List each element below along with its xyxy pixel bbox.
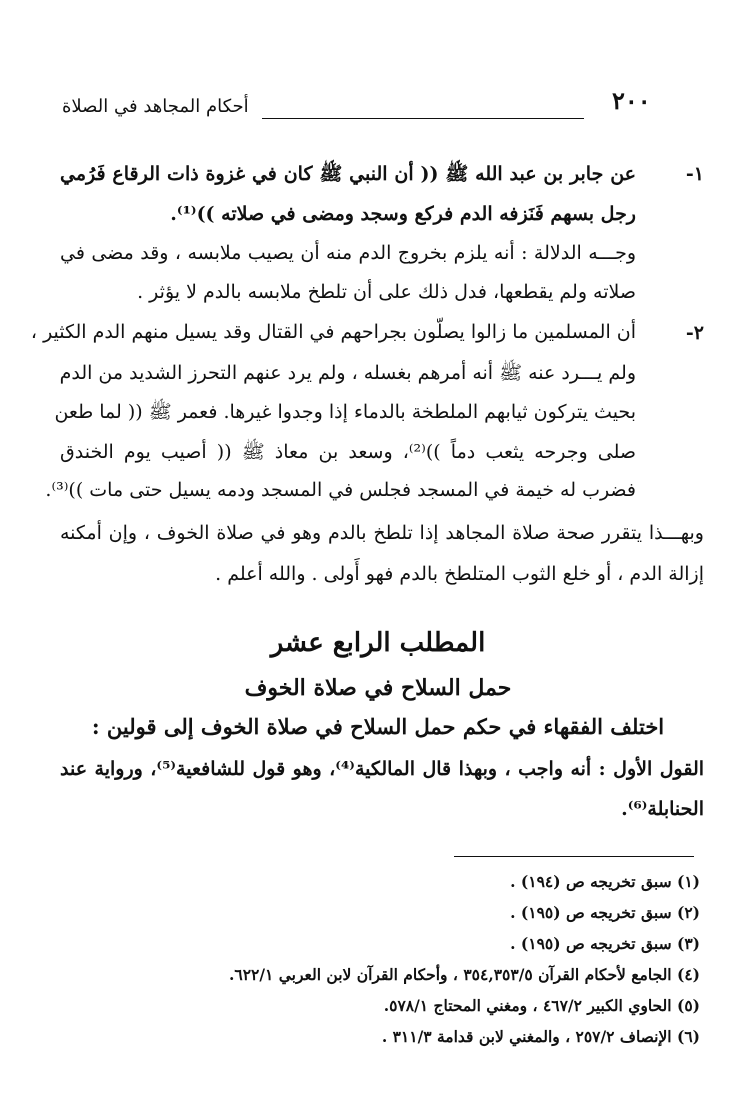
section-subheading: حمل السلاح في صلاة الخوف — [244, 675, 512, 701]
item-1-line-2: رجل بسهم فَنَزفه الدم فركع وسجد ومضى في صلاته ))⁽¹⁾. — [170, 203, 636, 225]
footnote-1: (١) سبق تخريجه ص (١٩٤) . — [510, 872, 700, 891]
page-number: ٢٠٠ — [612, 86, 651, 115]
first-opinion-line-2: الحنابلة⁽⁶⁾. — [621, 798, 704, 820]
section-heading: المطلب الرابع عشر — [270, 628, 486, 658]
header-rule — [262, 118, 584, 119]
footnote-6: (٦) الإنصاف ٢٥٧/٢ ، والمغني لابن قدامة ٣١١/٣ . — [381, 1027, 700, 1046]
footnote-4: (٤) الجامع لأحكام القرآن ٣٥٤,٣٥٣/٥ ، وأحكام القرآن لابن العربي ٦٢٢/١. — [228, 965, 700, 984]
footnote-separator — [454, 856, 694, 857]
item-2-line-4: صلى وجرحه يثعب دماً ))⁽²⁾، وسعد بن معاذ ﷺ (( أصيب يوم الخندق — [60, 441, 636, 463]
first-opinion-line-1: القول الأول : أنه واجب ، وبهذا قال المالكية⁽⁴⁾، وهو قول للشافعية⁽⁵⁾، ورواية عند — [60, 758, 705, 780]
item-2-line-2: ولم يـــرد عنه ﷺ أنه أمرهم بغسله ، ولم يرد عنهم التحرز الشديد من الدم — [59, 362, 636, 384]
running-title: أحكام المجاهد في الصلاة — [62, 96, 249, 117]
item-number-1: ١- — [685, 163, 704, 185]
item-number-2: ٢- — [685, 322, 704, 344]
item-1-line-3: وجـــه الدلالة : أنه يلزم بخروج الدم منه أن يصيب ملابسه ، وقد مضى في — [60, 242, 636, 264]
conclusion-line-1: وبهـــذا يتقرر صحة صلاة المجاهد إذا تلطخ بالدم وهو في صلاة الخوف ، وإن أمكنه — [60, 522, 704, 544]
conclusion-line-2: إزالة الدم ، أو خلع الثوب المتلطخ بالدم فهو أَولى . والله أعلم . — [215, 563, 704, 585]
item-2-line-1: أن المسلمين ما زالوا يصلّون بجراحهم في القتال وقد يسيل منهم الدم الكثير ، — [30, 321, 636, 343]
item-2-line-3: بحيث يتركون ثيابهم الملطخة بالدماء إذا وجدوا غيرها. فعمر ﷺ (( لما طعن — [54, 401, 636, 423]
item-2-line-5: فضرب له خيمة في المسجد فجلس في المسجد ودمه يسيل حتى مات ))⁽³⁾. — [45, 479, 636, 501]
footnote-2: (٢) سبق تخريجه ص (١٩٥) . — [510, 903, 700, 922]
item-1-line-4: صلاته ولم يقطعها، فدل ذلك على أن تلطخ ملابسه بالدم لا يؤثر . — [137, 281, 636, 303]
footnote-5: (٥) الحاوي الكبير ٤٦٧/٢ ، ومغني المحتاج ٥٧٨/١. — [383, 996, 700, 1015]
item-1-line-1: عن جابر بن عبد الله ﷺ (( أن النبي ﷺ كان في غزوة ذات الرقاع فَرُمي — [60, 163, 636, 185]
footnote-3: (٣) سبق تخريجه ص (١٩٥) . — [510, 934, 700, 953]
section-intro: اختلف الفقهاء في حكم حمل السلاح في صلاة الخوف إلى قولين : — [91, 714, 665, 739]
